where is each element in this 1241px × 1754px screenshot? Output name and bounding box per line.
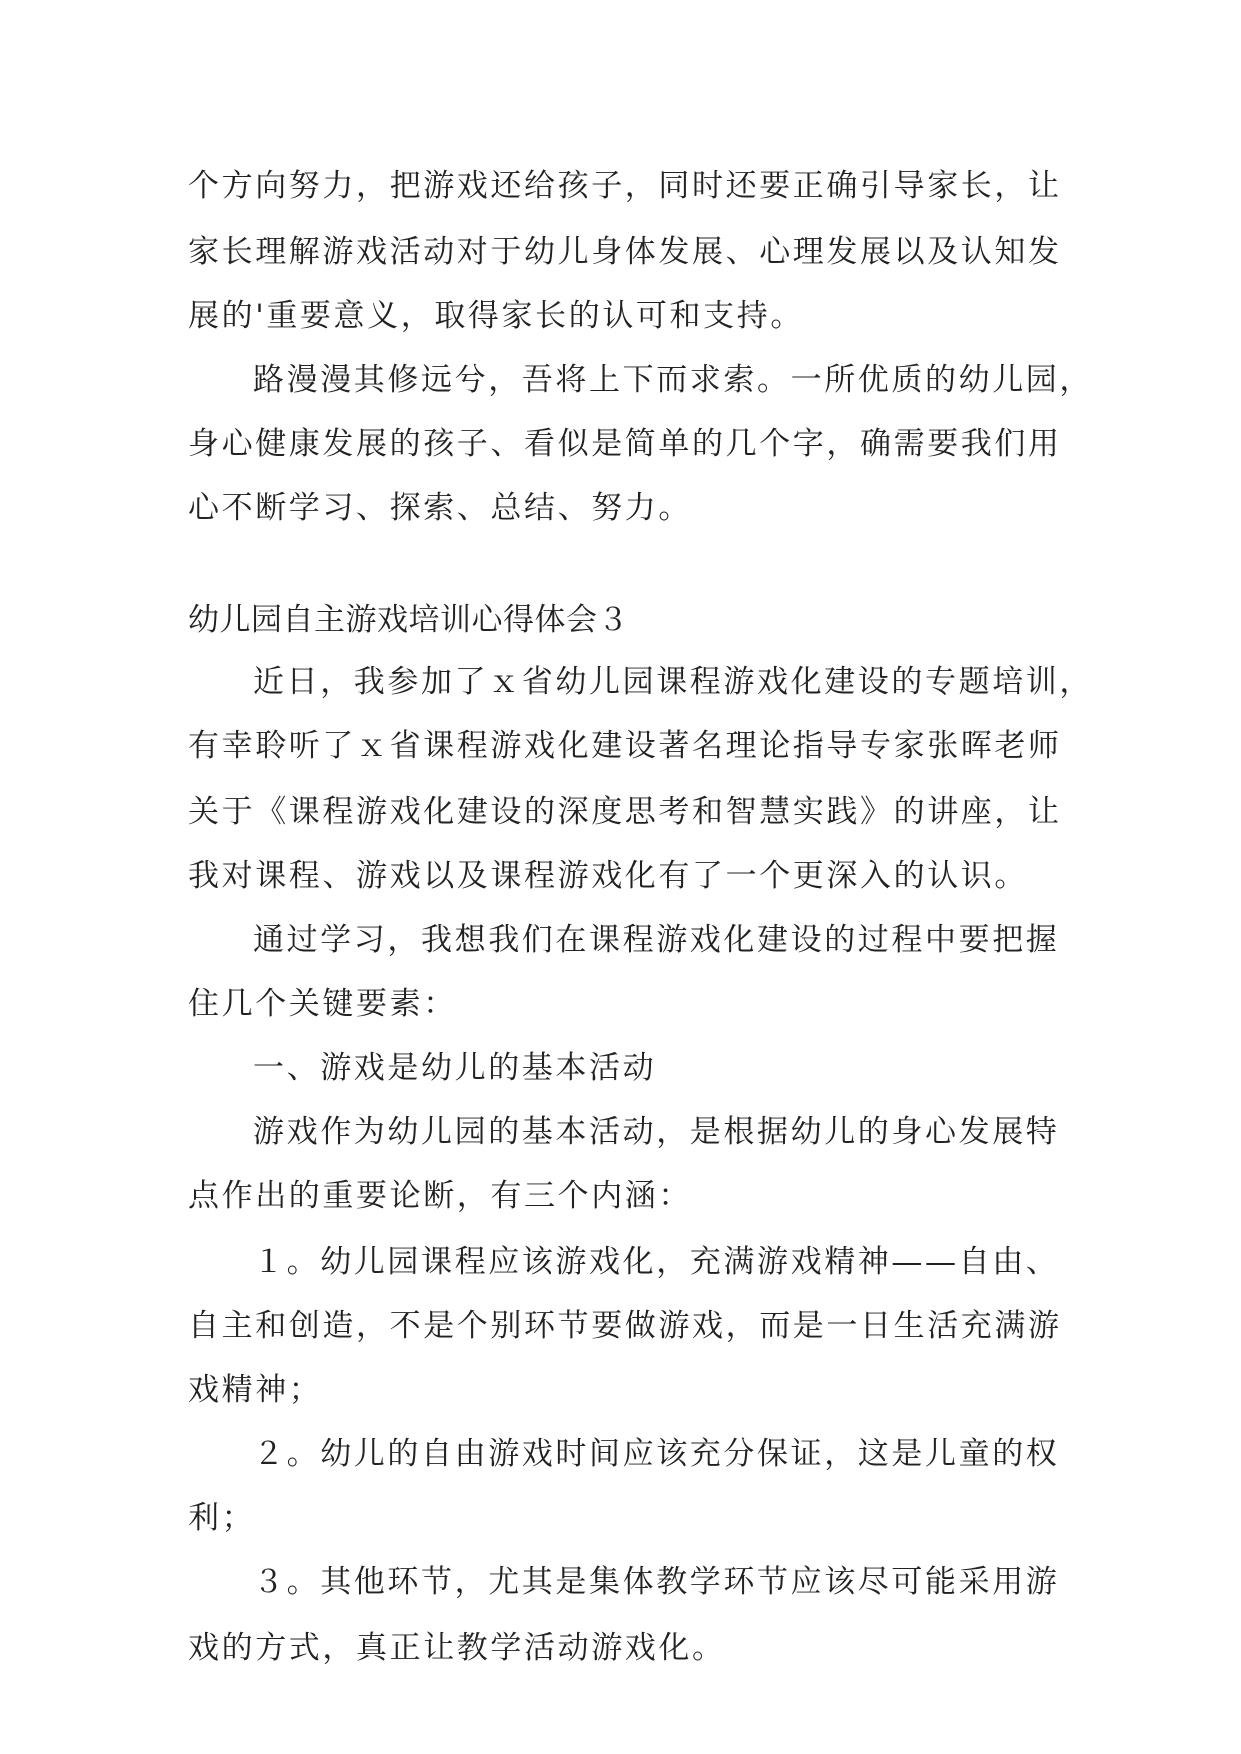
section-heading: 幼儿园自主游戏培训心得体会３ — [188, 602, 629, 638]
subheading: 一、游戏是幼儿的基本活动 — [253, 1050, 657, 1086]
list-item-3: ３。其他环节，尤其是集体教学环节应该尽可能采用游 — [253, 1564, 1060, 1600]
list-item-1: １。幼儿园课程应该游戏化，充满游戏精神——自由、 — [253, 1244, 1060, 1280]
text-line: 点作出的重要论断，有三个内涵： — [188, 1178, 692, 1214]
text-line: 心不断学习、探索、总结、努力。 — [188, 490, 692, 526]
text-line: 路漫漫其修远兮，吾将上下而求索。一所优质的幼儿园， — [253, 362, 1093, 398]
text-line: 游戏作为幼儿园的基本活动，是根据幼儿的身心发展特 — [253, 1114, 1060, 1150]
text-line: 利； — [188, 1500, 256, 1536]
text-line: 自主和创造，不是个别环节要做游戏，而是一日生活充满游 — [188, 1308, 1062, 1344]
text-line: 家长理解游戏活动对于幼儿身体发展、心理发展以及认知发 — [188, 234, 1062, 270]
text-line: 住几个关键要素： — [188, 986, 457, 1022]
text-line: 通过学习，我想我们在课程游戏化建设的过程中要把握 — [253, 922, 1060, 958]
text-line: 我对课程、游戏以及课程游戏化有了一个更深入的认识。 — [188, 858, 1028, 894]
text-line: 戏精神； — [188, 1372, 323, 1408]
text-line: 关于《课程游戏化建设的深度思考和智慧实践》的讲座，让 — [188, 794, 1062, 830]
text-line: 身心健康发展的孩子、看似是简单的几个字，确需要我们用 — [188, 426, 1062, 462]
list-item-2: ２。幼儿的自由游戏时间应该充分保证，这是儿童的权 — [253, 1436, 1060, 1472]
text-line: 展的'重要意义，取得家长的认可和支持。 — [188, 298, 804, 334]
text-line: 戏的方式，真正让教学活动游戏化。 — [188, 1630, 726, 1666]
text-line: 有幸聆听了ｘ省课程游戏化建设著名理论指导专家张晖老师 — [188, 728, 1062, 764]
text-line: 近日，我参加了ｘ省幼儿园课程游戏化建设的专题培训， — [253, 664, 1093, 700]
text-line: 个方向努力，把游戏还给孩子，同时还要正确引导家长，让 — [188, 168, 1062, 204]
